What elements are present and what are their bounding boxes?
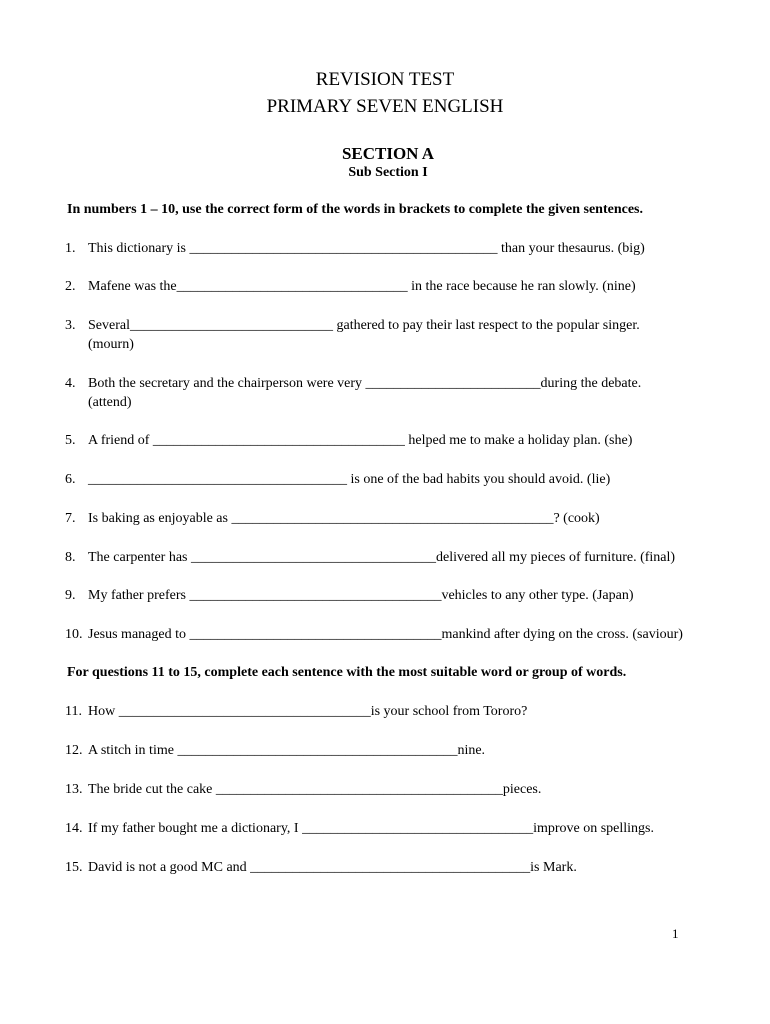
question-number: 8.: [65, 550, 76, 565]
question-hint: (attend): [88, 395, 132, 410]
question-10: [65, 625, 683, 644]
question-text: How ____________________________________is your school from Tororo?: [88, 704, 528, 719]
question-number: 3.: [65, 318, 76, 333]
question-text: If my father bought me a dictionary, I _________________________________improve on spellings.: [88, 821, 655, 836]
question-text: The bride cut the cake _________________________________________pieces.: [88, 782, 542, 797]
question-text: Several_____________________________ gathered to pay their last respect to the popular singer.: [88, 318, 640, 333]
question-number: 4.: [65, 376, 76, 391]
question-text: This dictionary is ____________________________________________ than your thesaurus. (big): [88, 241, 645, 256]
section-heading: SECTION A: [341, 144, 435, 163]
question-number: 15.: [65, 860, 83, 875]
instruction-part1: In numbers 1 – 10, use the correct form of the words in brackets to complete the given sentences.: [67, 202, 643, 217]
question-hint: (mourn): [88, 337, 134, 352]
question-number: 14.: [65, 821, 83, 836]
question-number: 1.: [65, 241, 76, 256]
test-title: REVISION TEST: [315, 69, 455, 90]
question-text: The carpenter has ___________________________________delivered all my pieces of furniture. (final): [88, 550, 676, 565]
page-number: 1: [672, 926, 679, 941]
question-1: [65, 239, 645, 258]
test-subject: PRIMARY SEVEN ENGLISH: [266, 96, 504, 117]
question-number: 13.: [65, 782, 83, 797]
question-text: Jesus managed to ____________________________________mankind after dying on the cross. (saviour): [88, 627, 683, 642]
question-text: Is baking as enjoyable as ______________________________________________? (cook): [88, 511, 600, 526]
instruction-part2: For questions 11 to 15, complete each sentence with the most suitable word or group of words.: [67, 665, 627, 680]
question-text: Both the secretary and the chairperson were very _________________________during the debate.: [88, 376, 642, 391]
question-5: [65, 431, 632, 450]
question-number: 6.: [65, 472, 76, 487]
question-number: 5.: [65, 433, 76, 448]
question-number: 9.: [65, 588, 76, 603]
subsection-heading: Sub Section I: [348, 165, 428, 180]
question-15: [65, 858, 577, 877]
question-number: 12.: [65, 743, 83, 758]
question-6: [65, 470, 610, 489]
question-text: A stitch in time ________________________________________nine.: [88, 743, 486, 758]
question-14: [65, 819, 654, 838]
question-3: [65, 316, 640, 354]
question-text: Mafene was the_________________________________ in the race because he ran slowly. (nine): [88, 279, 636, 294]
question-7: [65, 509, 600, 528]
question-text: A friend of ____________________________________ helped me to make a holiday plan. (she): [88, 433, 633, 448]
question-12: [65, 741, 485, 760]
question-text: _____________________________________ is one of the bad habits you should avoid. (lie): [88, 472, 611, 487]
question-9: [65, 586, 634, 605]
question-11: [65, 702, 527, 721]
question-number: 2.: [65, 279, 76, 294]
question-13: [65, 780, 541, 799]
question-number: 10.: [65, 627, 83, 642]
question-number: 7.: [65, 511, 76, 526]
question-2: [65, 277, 636, 296]
question-text: My father prefers ____________________________________vehicles to any other type. (Japan): [88, 588, 634, 603]
question-number: 11.: [65, 704, 82, 719]
question-8: [65, 548, 675, 567]
question-text: David is not a good MC and ________________________________________is Mark.: [88, 860, 577, 875]
question-4: [65, 374, 641, 412]
